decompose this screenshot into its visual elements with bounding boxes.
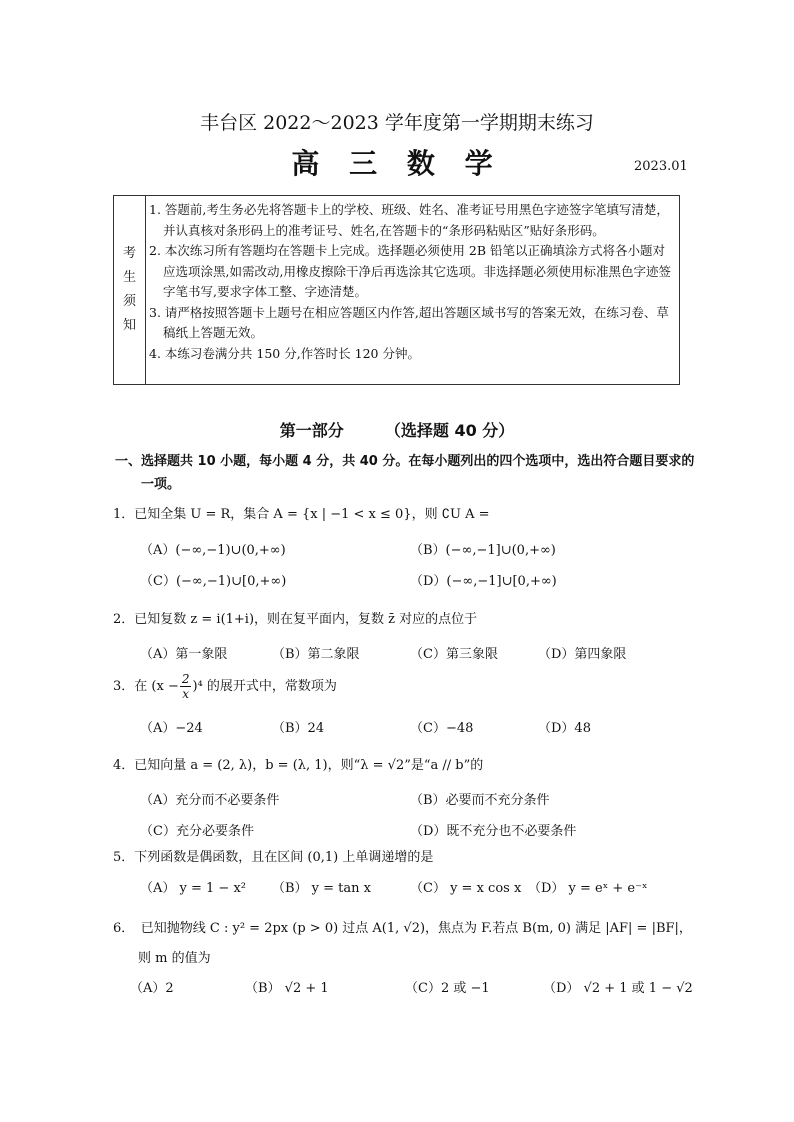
answer-option: （D） y = eˣ + e⁻ˣ [528, 881, 648, 896]
part-subtitle: （选择题 40 分） [384, 421, 515, 440]
fraction-numerator: 2 [181, 672, 190, 686]
answer-option: （D）(−∞,−1]∪[0,+∞) [410, 574, 557, 589]
question-stem: 1．已知全集 U = R，集合 A = {x | −1 < x ≤ 0}，则 ∁U A = [113, 507, 490, 522]
answer-option: （B） y = tan x [272, 881, 371, 896]
notice-item: 4. 本练习卷满分共 150 分,作答时长 120 分钟。 [149, 345, 420, 361]
notice-items [149, 200, 671, 364]
answer-option: （B）24 [272, 721, 325, 736]
question-stem [113, 672, 337, 701]
exam-title: 丰台区 2022～2023 学年度第一学期期末练习 [200, 112, 594, 134]
answer-option: （B）第二象限 [272, 647, 360, 662]
question-stem-pre: 3．在 (x − [113, 679, 179, 694]
notice-label-char: 知 [122, 318, 136, 333]
answer-option: （B）必要而不充分条件 [410, 793, 550, 808]
question-stem: 6． 已知抛物线 C : y² = 2px (p > 0) 过点 A(1, √2)，焦点为 F.若点 B(m, 0) 满足 |AF| = |BF|， [113, 921, 692, 936]
answer-option: （D） √2 + 1 或 1 − √2 [543, 981, 693, 996]
notice-item: 2. 本次练习所有答题均在答题卡上完成。选择题必须使用 2B 铅笔以正确填涂方式将各小题对应选项涂黑,如需改动,用橡皮擦除干净后再选涂其它选项。非选择题必须使用标准黑色字迹签字笔书写,要求字体工整、字迹清楚。 [149, 243, 671, 299]
exam-date: 2023.01 [634, 159, 688, 174]
notice-item: 1. 答题前,考生务必先将答题卡上的学校、班级、姓名、准考证号用黑色字迹签字笔填写清楚，并认真核对条形码上的准考证号、姓名,在答题卡的“条形码粘贴区”贴好条形码。 [149, 202, 669, 238]
notice-label-char: 考 [122, 246, 136, 261]
answer-option: （C）2 或 −1 [405, 981, 490, 996]
question-stem: 4．已知向量 a = (2, λ)，b = (λ, 1)，则“λ = √2”是“a // b”的 [113, 758, 484, 773]
notice-label [114, 196, 146, 384]
answer-option: （C）(−∞,−1)∪[0,+∞) [140, 574, 287, 589]
notice-label-char: 生 [122, 270, 136, 285]
notice-label-char: 须 [122, 294, 136, 309]
answer-option: （B）(−∞,−1]∪(0,+∞) [410, 543, 556, 558]
answer-option: （D）第四象限 [538, 647, 627, 662]
candidate-notice-box [113, 195, 680, 385]
answer-option: （D）48 [538, 721, 591, 736]
answer-option: （A）2 [130, 981, 174, 996]
notice-item: 3. 请严格按照答题卡上题号在相应答题区内作答,超出答题区域书写的答案无效，在练习卷、草稿纸上答题无效。 [149, 304, 669, 340]
question-stem: 5．下列函数是偶函数，且在区间 (0,1) 上单调递增的是 [113, 850, 434, 865]
question-stem: 2．已知复数 z = i(1+i)，则在复平面内，复数 z̄ 对应的点位于 [113, 612, 478, 627]
answer-option: （C）−48 [410, 721, 474, 736]
answer-option: （A） y = 1 − x² [140, 881, 246, 896]
section-intro: 一、选择题共 10 小题，每小题 4 分，共 40 分。在每小题列出的四个选项中，选出符合题目要求的一项。 [115, 454, 695, 492]
question-stem-post: )⁴ 的展开式中，常数项为 [192, 679, 337, 694]
answer-option: （C） y = x cos x [410, 881, 522, 896]
fraction-denominator: x [182, 687, 190, 701]
fraction [180, 672, 192, 701]
answer-option: （B） √2 + 1 [245, 981, 329, 996]
answer-option: （A）−24 [140, 721, 203, 736]
answer-option: （A）(−∞,−1)∪(0,+∞) [140, 543, 286, 558]
part-title [0, 418, 794, 441]
answer-option: （A）第一象限 [140, 647, 228, 662]
question-stem-continued: 则 m 的值为 [138, 951, 211, 966]
subject-title: 高 三 数 学 [291, 147, 503, 180]
answer-option: （A）充分而不必要条件 [140, 793, 280, 808]
answer-option: （D）既不充分也不必要条件 [410, 824, 577, 839]
answer-option: （C）充分必要条件 [140, 824, 254, 839]
part-name: 第一部分 [279, 421, 344, 440]
answer-option: （C）第三象限 [410, 647, 498, 662]
